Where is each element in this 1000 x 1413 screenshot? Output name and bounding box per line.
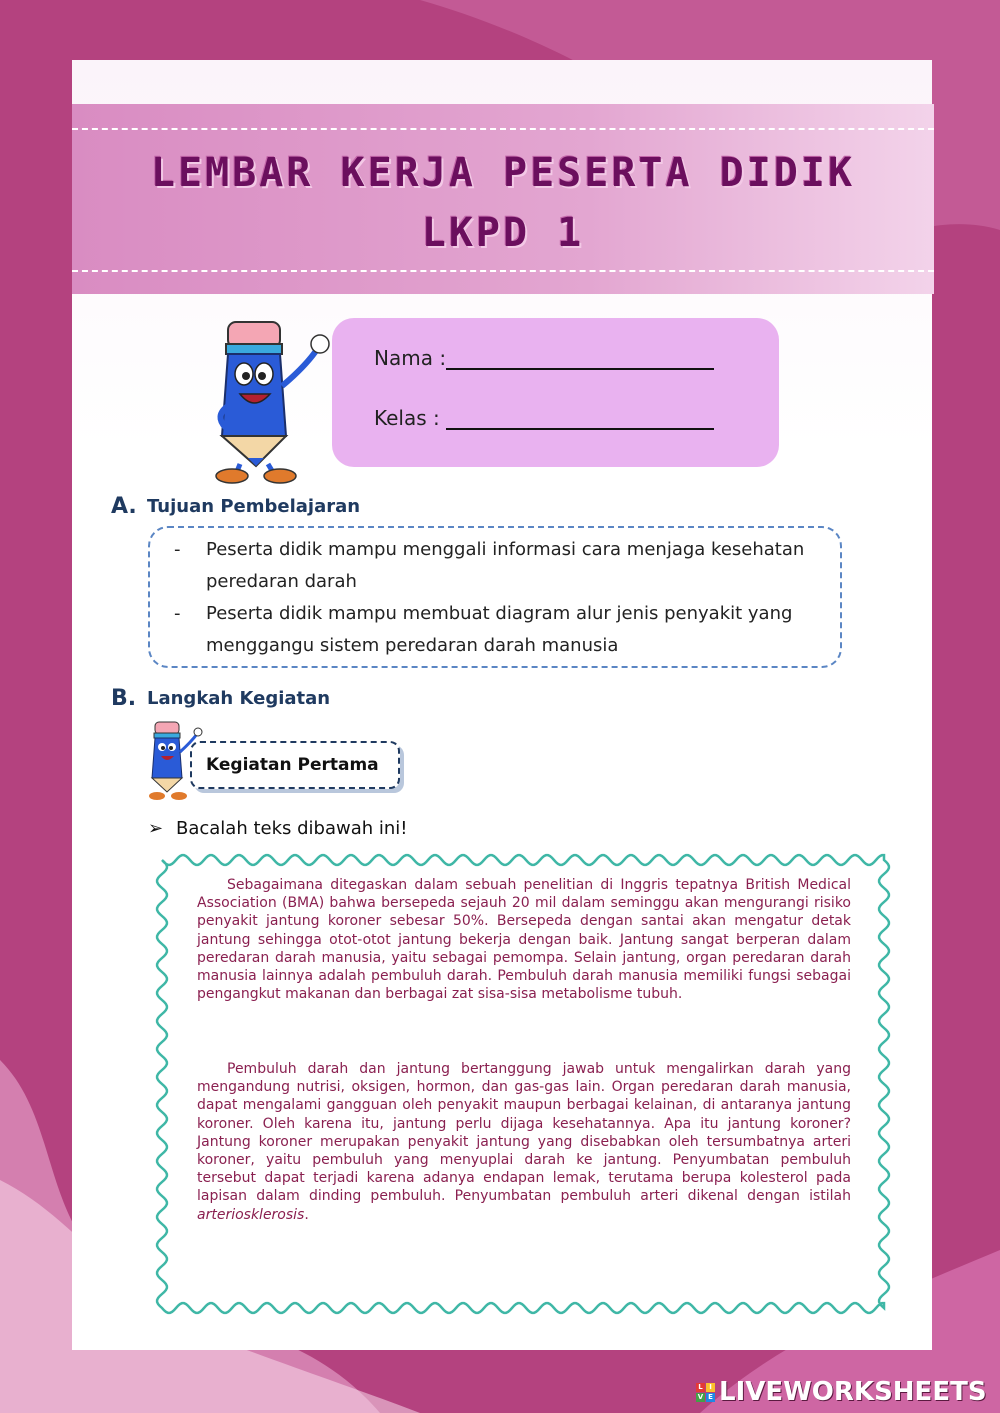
worksheet-title: LEMBAR KERJA PESERTA DIDIK — [150, 150, 856, 196]
identity-box — [332, 318, 779, 467]
section-a-letter: A. — [111, 494, 137, 519]
class-input-line[interactable] — [446, 428, 714, 430]
goal-dash: - — [174, 603, 181, 624]
header-dashed-line-top — [72, 128, 934, 130]
section-a-title: Tujuan Pembelajaran — [147, 496, 361, 517]
goal-dash: - — [174, 539, 181, 560]
instruction-text: Bacalah teks dibawah ini! — [176, 818, 408, 839]
liveworksheets-watermark — [696, 1378, 987, 1406]
header-dashed-line-bottom — [72, 270, 934, 272]
class-label: Kelas : — [374, 406, 440, 430]
reading-paragraph-1: Sebagaimana ditegaskan dalam sebuah penelitian di Inggris tepatnya British Medical Association (BMA) bahwa bersepeda sejauh 20 mil dalam seminggu akan mengurangi risiko penyakit jantung koroner sebesar 50%. Bersepeda dengan santai akan mengatur detak jantung sehingga otot-otot jantung bekerja dengan baik. Jantung sangat berperan dalam peredaran darah manusia, yaitu sebagai pemompa. Selain jantung, organ peredaran darah manusia lainnya adalah pembuluh darah. Pembuluh darah manusia memiliki fungsi sebagai pengangkut makanan dan berbagai zat sisa-sisa metabolisme tubuh. — [197, 877, 851, 1003]
learning-goals-box — [148, 526, 842, 668]
section-b-title: Langkah Kegiatan — [147, 688, 331, 709]
activity-label-box — [190, 741, 400, 789]
header-band — [72, 104, 934, 294]
reading-text-panel — [150, 848, 896, 1318]
reading-instruction — [148, 818, 408, 839]
section-b-letter: B. — [111, 686, 137, 711]
paragraph-2-text: Pembuluh darah dan jantung bertanggung jawab untuk mengalirkan darah yang mengandung nutrisi, oksigen, hormon, dan gas-gas lain. Organ peredaran darah manusia, dapat mengalami gangguan oleh penyakit maupun berbagai kelainan, di antaranya jantung koroner. Oleh karena itu, jantung perlu dijaga kesehatannya. Apa itu jantung koroner? Jantung koroner merupakan penyakit jantung yang disebabkan oleh tersumbatnya arteri koroner, yaitu pembuluh yang menyuplai darah ke jantung. Penyumbatan pembuluh tersebut dapat terjadi karena adanya endapan lemak, terutama berupa kolesterol pada lapisan dalam dinding pembuluh. Penyumbatan pembuluh arteri dikenal dengan istilah — [197, 1061, 851, 1205]
paragraph-2-end: . — [304, 1206, 309, 1223]
watermark-text: LIVEWORKSHEETS — [719, 1377, 987, 1407]
goal-text: Peserta didik mampu membuat diagram alur jenis penyakit yang menggangu sistem peredaran darah manusia — [206, 603, 793, 656]
worksheet-subtitle: LKPD 1 — [421, 210, 585, 256]
goal-text: Peserta didik mampu menggali informasi cara menjaga kesehatan peredaran darah — [206, 539, 805, 592]
term-arteriosklerosis: arteriosklerosis — [197, 1206, 305, 1223]
name-label: Nama : — [374, 346, 447, 370]
pencil-mascot-icon — [206, 316, 340, 484]
arrow-bullet-icon: ➢ — [148, 818, 164, 839]
liveworksheets-logo-icon: L I V E — [696, 1383, 715, 1402]
learning-goal-item — [174, 598, 814, 662]
learning-goal-item — [174, 534, 814, 598]
name-input-line[interactable] — [446, 368, 714, 370]
reading-paragraph-2 — [197, 1060, 851, 1224]
activity-label: Kegiatan Pertama — [206, 755, 379, 775]
